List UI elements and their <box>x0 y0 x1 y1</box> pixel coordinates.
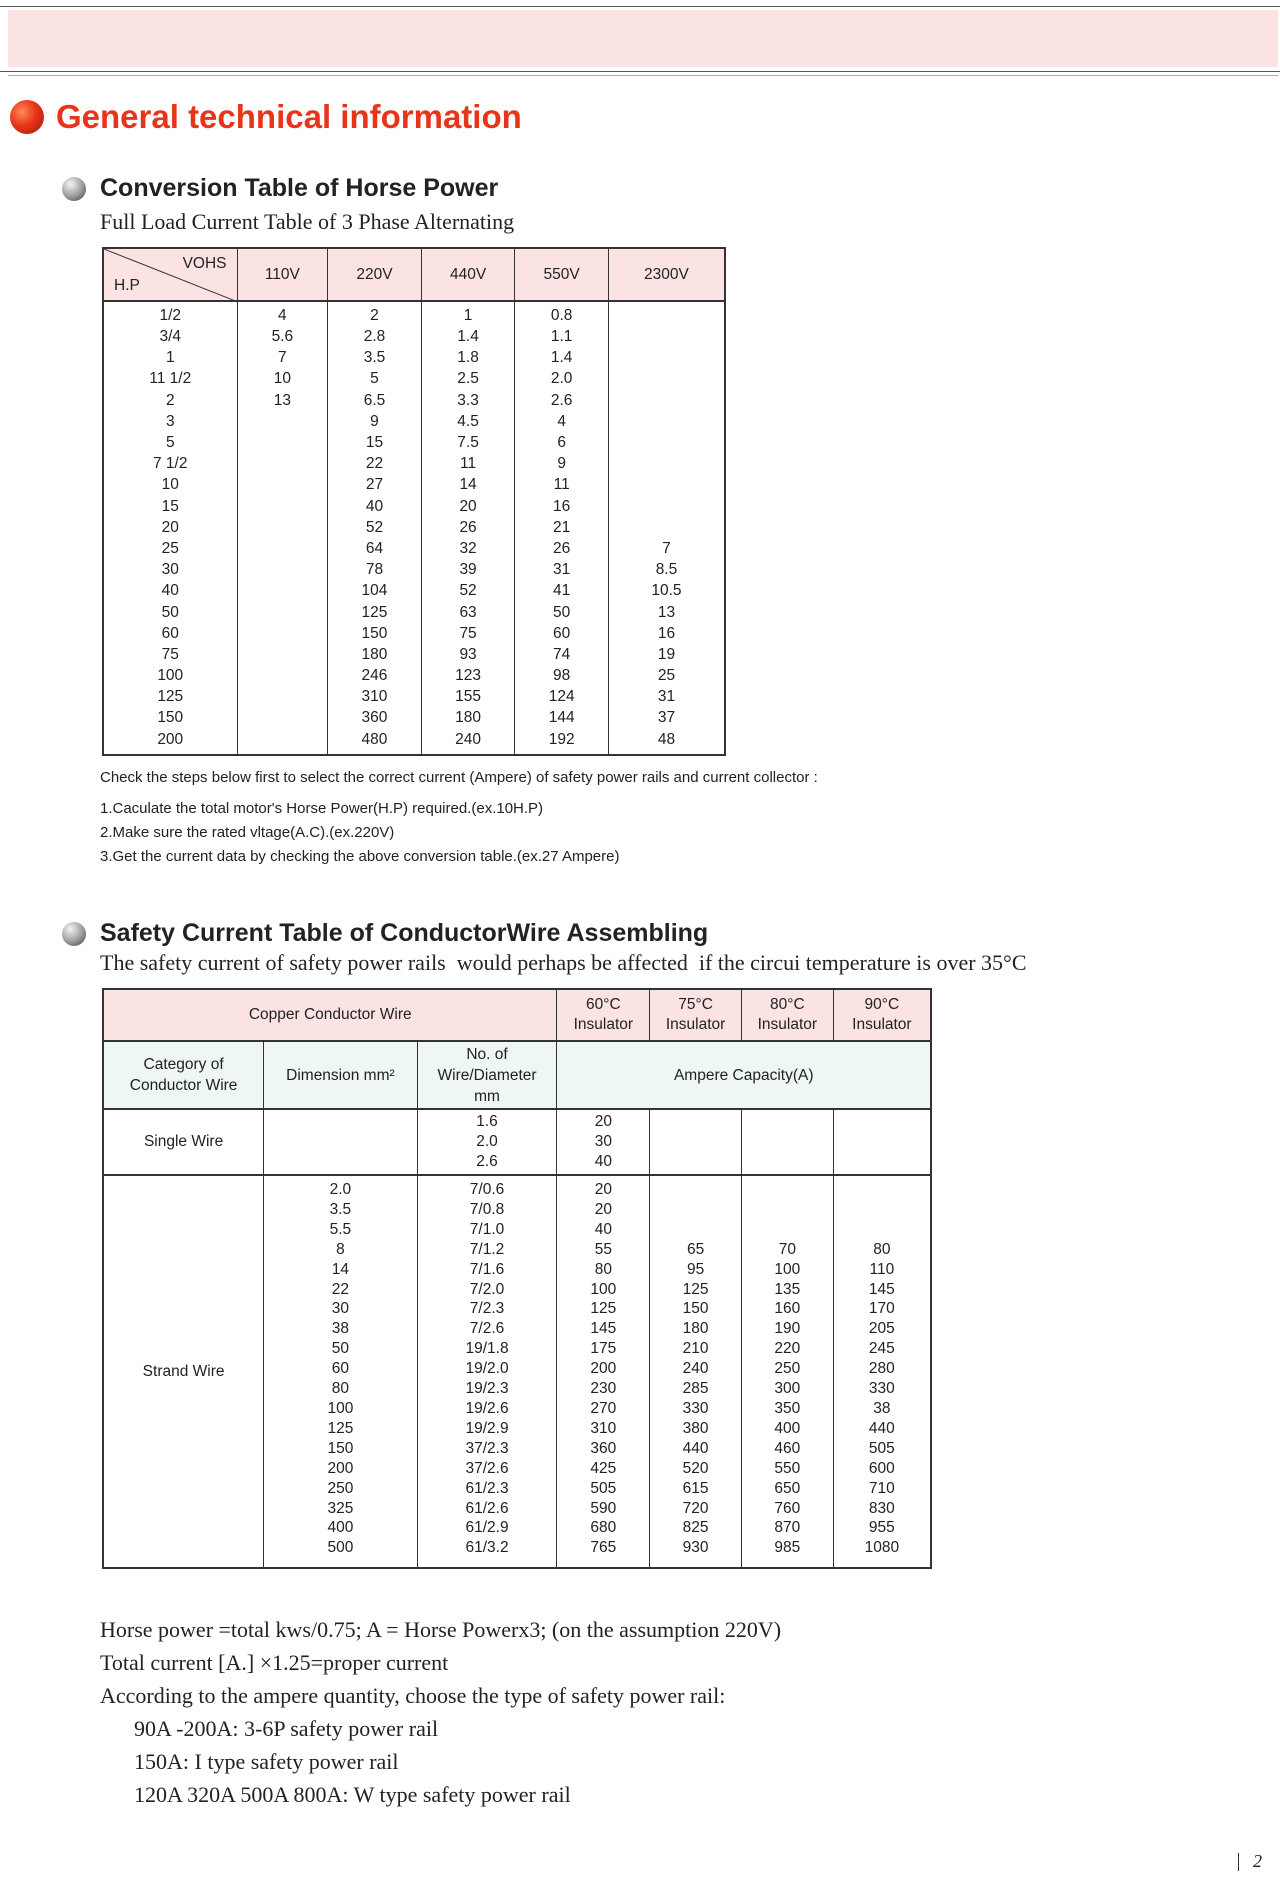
section1-subheading: Full Load Current Table of 3 Phase Alternating <box>100 209 515 234</box>
current-cell: 124 <box>515 686 609 707</box>
section-heading-horsepower <box>62 174 498 203</box>
dimension-header: Dimension mm² <box>264 1041 417 1109</box>
dimension-cell: 2.0 3.5 5.5 8 14 22 30 38 50 60 80 100 125 150 200 250 325 400 500 <box>264 1175 417 1568</box>
header-rule-bottom <box>0 71 1280 72</box>
hp-cell: 50 <box>103 601 237 622</box>
hp-cell: 10 <box>103 474 237 495</box>
current-cell <box>237 453 328 474</box>
current-cell: 1.1 <box>515 326 609 347</box>
current-cell: 150 <box>328 623 422 644</box>
current-cell: 2.8 <box>328 326 422 347</box>
hp-cell: 20 <box>103 517 237 538</box>
current-cell: 37 <box>608 707 725 728</box>
table-row <box>103 301 725 326</box>
page-number: 2 <box>1253 1851 1262 1871</box>
current-cell: 26 <box>421 517 515 538</box>
temperature-header-row <box>103 989 931 1041</box>
horsepower-table-body <box>103 301 725 755</box>
hp-cell: 125 <box>103 686 237 707</box>
table-row <box>103 538 725 559</box>
current-cell: 50 <box>515 601 609 622</box>
current-cell: 3.3 <box>421 390 515 411</box>
current-cell: 246 <box>328 665 422 686</box>
corner-header-top: VOHS <box>182 255 227 272</box>
current-cell: 19 <box>608 644 725 665</box>
current-cell: 1 <box>421 301 515 326</box>
grey-bullet-icon <box>62 177 86 201</box>
current-cell: 10 <box>237 368 328 389</box>
current-cell <box>608 390 725 411</box>
page-number-bar <box>1238 1853 1239 1871</box>
current-cell: 21 <box>515 517 609 538</box>
hp-cell: 25 <box>103 538 237 559</box>
hp-cell: 30 <box>103 559 237 580</box>
table-header-row <box>103 248 725 301</box>
section1-heading-text: Conversion Table of Horse Power <box>100 174 499 202</box>
current-cell: 123 <box>421 665 515 686</box>
current-cell: 31 <box>608 686 725 707</box>
current-cell <box>237 580 328 601</box>
current-cell <box>608 347 725 368</box>
ampere-header: Ampere Capacity(A) <box>557 1041 931 1109</box>
current-cell <box>237 707 328 728</box>
hp-cell: 200 <box>103 729 237 755</box>
current-cell <box>237 644 328 665</box>
section2-subheading: The safety current of safety power rails would perhaps be affected if the circui temperature is over 35°C <box>100 950 1027 975</box>
copper-header: Copper Conductor Wire <box>103 989 557 1041</box>
current-cell: 2.5 <box>421 368 515 389</box>
current-cell: 240 <box>421 729 515 755</box>
current-cell: 63 <box>421 601 515 622</box>
column-header: 440V <box>421 248 515 301</box>
current-cell: 27 <box>328 474 422 495</box>
current-cell: 16 <box>608 623 725 644</box>
current-cell <box>237 686 328 707</box>
page-title-text: General technical information <box>56 98 522 135</box>
current-cell: 64 <box>328 538 422 559</box>
table-row <box>103 601 725 622</box>
table-row <box>103 453 725 474</box>
hp-cell: 7 1/2 <box>103 453 237 474</box>
red-bullet-icon <box>10 100 44 134</box>
current-cell: 25 <box>608 665 725 686</box>
current-cell: 2.0 <box>515 368 609 389</box>
table-row <box>103 665 725 686</box>
current-cell: 8.5 <box>608 559 725 580</box>
single-wire-row <box>103 1109 931 1175</box>
current-cell: 10.5 <box>608 580 725 601</box>
category-label: Strand Wire <box>103 1175 264 1568</box>
ampere-60-cell: 20 30 40 <box>557 1109 650 1175</box>
hp-cell: 60 <box>103 623 237 644</box>
section2-heading-text: Safety Current Table of ConductorWire Assembling <box>100 919 709 947</box>
hp-cell: 11 1/2 <box>103 368 237 389</box>
current-cell: 7 <box>237 347 328 368</box>
current-cell: 2 <box>328 301 422 326</box>
current-cell <box>608 517 725 538</box>
current-cell: 11 <box>515 474 609 495</box>
current-cell: 32 <box>421 538 515 559</box>
current-cell: 52 <box>328 517 422 538</box>
current-cell: 1.4 <box>421 326 515 347</box>
current-cell: 6.5 <box>328 390 422 411</box>
table-row <box>103 347 725 368</box>
formula-line-3: According to the ampere quantity, choose the type of safety power rail: <box>100 1683 726 1708</box>
ampere-60-cell: 20 20 40 55 80 100 125 145 175 200 230 270 310 360 425 505 590 680 765 <box>557 1175 650 1568</box>
current-cell: 40 <box>328 496 422 517</box>
rail-option-1: 90A -200A: 3-6P safety power rail <box>134 1716 439 1741</box>
current-cell: 5.6 <box>237 326 328 347</box>
safety-current-table <box>102 988 932 1569</box>
current-cell: 26 <box>515 538 609 559</box>
current-cell <box>608 368 725 389</box>
current-cell: 5 <box>328 368 422 389</box>
current-cell: 15 <box>328 432 422 453</box>
table-row <box>103 496 725 517</box>
ampere-90-cell <box>833 1109 931 1175</box>
current-cell <box>237 496 328 517</box>
hp-cell: 15 <box>103 496 237 517</box>
table-row <box>103 411 725 432</box>
formula-line-2: Total current [A.] ×1.25=proper current <box>100 1650 449 1675</box>
current-cell <box>237 665 328 686</box>
current-cell: 360 <box>328 707 422 728</box>
current-cell: 125 <box>328 601 422 622</box>
table-row <box>103 517 725 538</box>
table-row <box>103 326 725 347</box>
note-step-3: 3.Get the current data by checking the above conversion table.(ex.27 Ampere) <box>100 848 620 865</box>
table-row <box>103 559 725 580</box>
temp-header-75: 75°C Insulator <box>650 989 742 1041</box>
current-cell: 144 <box>515 707 609 728</box>
table-row <box>103 729 725 755</box>
header-band <box>8 10 1278 67</box>
table-row <box>103 623 725 644</box>
current-cell: 180 <box>421 707 515 728</box>
current-cell: 20 <box>421 496 515 517</box>
hp-cell: 5 <box>103 432 237 453</box>
table-row <box>103 644 725 665</box>
current-cell: 7 <box>608 538 725 559</box>
formula-line-1: Horse power =total kws/0.75; A = Horse Powerx3; (on the assumption 220V) <box>100 1617 782 1642</box>
current-cell: 48 <box>608 729 725 755</box>
current-cell <box>237 517 328 538</box>
current-cell: 13 <box>237 390 328 411</box>
current-cell: 4 <box>237 301 328 326</box>
temp-header-90: 90°C Insulator <box>833 989 931 1041</box>
rail-option-3: 120A 320A 500A 800A: W type safety power rail <box>134 1782 571 1807</box>
current-cell <box>608 411 725 432</box>
column-header: 2300V <box>608 248 725 301</box>
column-header: 550V <box>515 248 609 301</box>
ampere-80-cell: 70 100 135 160 190 220 250 300 350 400 460 550 650 760 870 985 <box>741 1175 833 1568</box>
ampere-80-cell <box>741 1109 833 1175</box>
header-rule-thin <box>8 75 1278 76</box>
current-cell: 4.5 <box>421 411 515 432</box>
current-cell: 14 <box>421 474 515 495</box>
column-header-row <box>103 1041 931 1109</box>
current-cell: 9 <box>515 453 609 474</box>
current-cell: 78 <box>328 559 422 580</box>
hp-cell: 75 <box>103 644 237 665</box>
current-cell <box>608 326 725 347</box>
table-row <box>103 432 725 453</box>
current-cell: 192 <box>515 729 609 755</box>
column-header: 220V <box>328 248 422 301</box>
ampere-75-cell: 65 95 125 150 180 210 240 285 330 380 440 520 615 720 825 930 <box>650 1175 742 1568</box>
current-cell: 13 <box>608 601 725 622</box>
current-cell: 41 <box>515 580 609 601</box>
current-cell: 75 <box>421 623 515 644</box>
current-cell <box>608 474 725 495</box>
hp-cell: 40 <box>103 580 237 601</box>
current-cell <box>608 496 725 517</box>
current-cell: 60 <box>515 623 609 644</box>
table-row <box>103 707 725 728</box>
current-cell: 7.5 <box>421 432 515 453</box>
current-cell: 31 <box>515 559 609 580</box>
current-cell: 39 <box>421 559 515 580</box>
current-cell: 22 <box>328 453 422 474</box>
current-cell: 6 <box>515 432 609 453</box>
current-cell: 74 <box>515 644 609 665</box>
note-intro: Check the steps below first to select the correct current (Ampere) of safety power rails and current collector : <box>100 769 818 786</box>
current-cell <box>237 559 328 580</box>
ampere-75-cell <box>650 1109 742 1175</box>
table-row <box>103 474 725 495</box>
current-cell <box>237 538 328 559</box>
current-cell <box>237 623 328 644</box>
temp-header-80: 80°C Insulator <box>741 989 833 1041</box>
current-cell: 155 <box>421 686 515 707</box>
current-cell: 3.5 <box>328 347 422 368</box>
category-label: Single Wire <box>103 1109 264 1175</box>
current-cell <box>608 453 725 474</box>
current-cell <box>237 432 328 453</box>
strand-wire-row <box>103 1175 931 1568</box>
horsepower-table <box>102 247 726 756</box>
column-header: 110V <box>237 248 328 301</box>
current-cell: 98 <box>515 665 609 686</box>
ampere-90-cell: 80 110 145 170 205 245 280 330 38 440 505 600 710 830 955 1080 <box>833 1175 931 1568</box>
current-cell: 1.4 <box>515 347 609 368</box>
rail-option-2: 150A: I type safety power rail <box>134 1749 399 1774</box>
hp-cell: 100 <box>103 665 237 686</box>
corner-header <box>103 248 237 301</box>
wire-header: No. of Wire/Diameter mm <box>417 1041 557 1109</box>
current-cell <box>237 601 328 622</box>
current-cell: 0.8 <box>515 301 609 326</box>
table-row <box>103 580 725 601</box>
header-rule-top <box>0 6 1280 7</box>
grey-bullet-icon <box>62 922 86 946</box>
wire-cell: 1.6 2.0 2.6 <box>417 1109 557 1175</box>
note-step-2: 2.Make sure the rated vltage(A.C).(ex.220V) <box>100 824 395 841</box>
table-row <box>103 686 725 707</box>
section-heading-safety <box>62 919 708 948</box>
current-cell: 310 <box>328 686 422 707</box>
current-cell <box>608 301 725 326</box>
temp-header-60: 60°C Insulator <box>557 989 650 1041</box>
current-cell: 11 <box>421 453 515 474</box>
hp-cell: 2 <box>103 390 237 411</box>
current-cell <box>608 432 725 453</box>
dimension-cell <box>264 1109 417 1175</box>
current-cell: 104 <box>328 580 422 601</box>
page-title <box>10 98 522 136</box>
note-step-1: 1.Caculate the total motor's Horse Power(H.P) required.(ex.10H.P) <box>100 800 544 817</box>
category-header: Category of Conductor Wire <box>103 1041 264 1109</box>
wire-cell: 7/0.6 7/0.8 7/1.0 7/1.2 7/1.6 7/2.0 7/2.3 7/2.6 19/1.8 19/2.0 19/2.3 19/2.6 19/2.9 37/2.3 37/2.6 61/2.3 61/2.6 61/2.9 61/3.2 <box>417 1175 557 1568</box>
current-cell: 16 <box>515 496 609 517</box>
current-cell: 2.6 <box>515 390 609 411</box>
hp-cell: 1 <box>103 347 237 368</box>
current-cell: 480 <box>328 729 422 755</box>
corner-header-bottom: H.P <box>114 277 140 294</box>
current-cell: 52 <box>421 580 515 601</box>
table-row <box>103 390 725 411</box>
hp-cell: 3 <box>103 411 237 432</box>
current-cell <box>237 729 328 755</box>
hp-cell: 150 <box>103 707 237 728</box>
current-cell: 180 <box>328 644 422 665</box>
current-cell: 93 <box>421 644 515 665</box>
current-cell: 9 <box>328 411 422 432</box>
hp-cell: 1/2 <box>103 301 237 326</box>
current-cell <box>237 411 328 432</box>
current-cell <box>237 474 328 495</box>
table-row <box>103 368 725 389</box>
current-cell: 1.8 <box>421 347 515 368</box>
current-cell: 4 <box>515 411 609 432</box>
hp-cell: 3/4 <box>103 326 237 347</box>
